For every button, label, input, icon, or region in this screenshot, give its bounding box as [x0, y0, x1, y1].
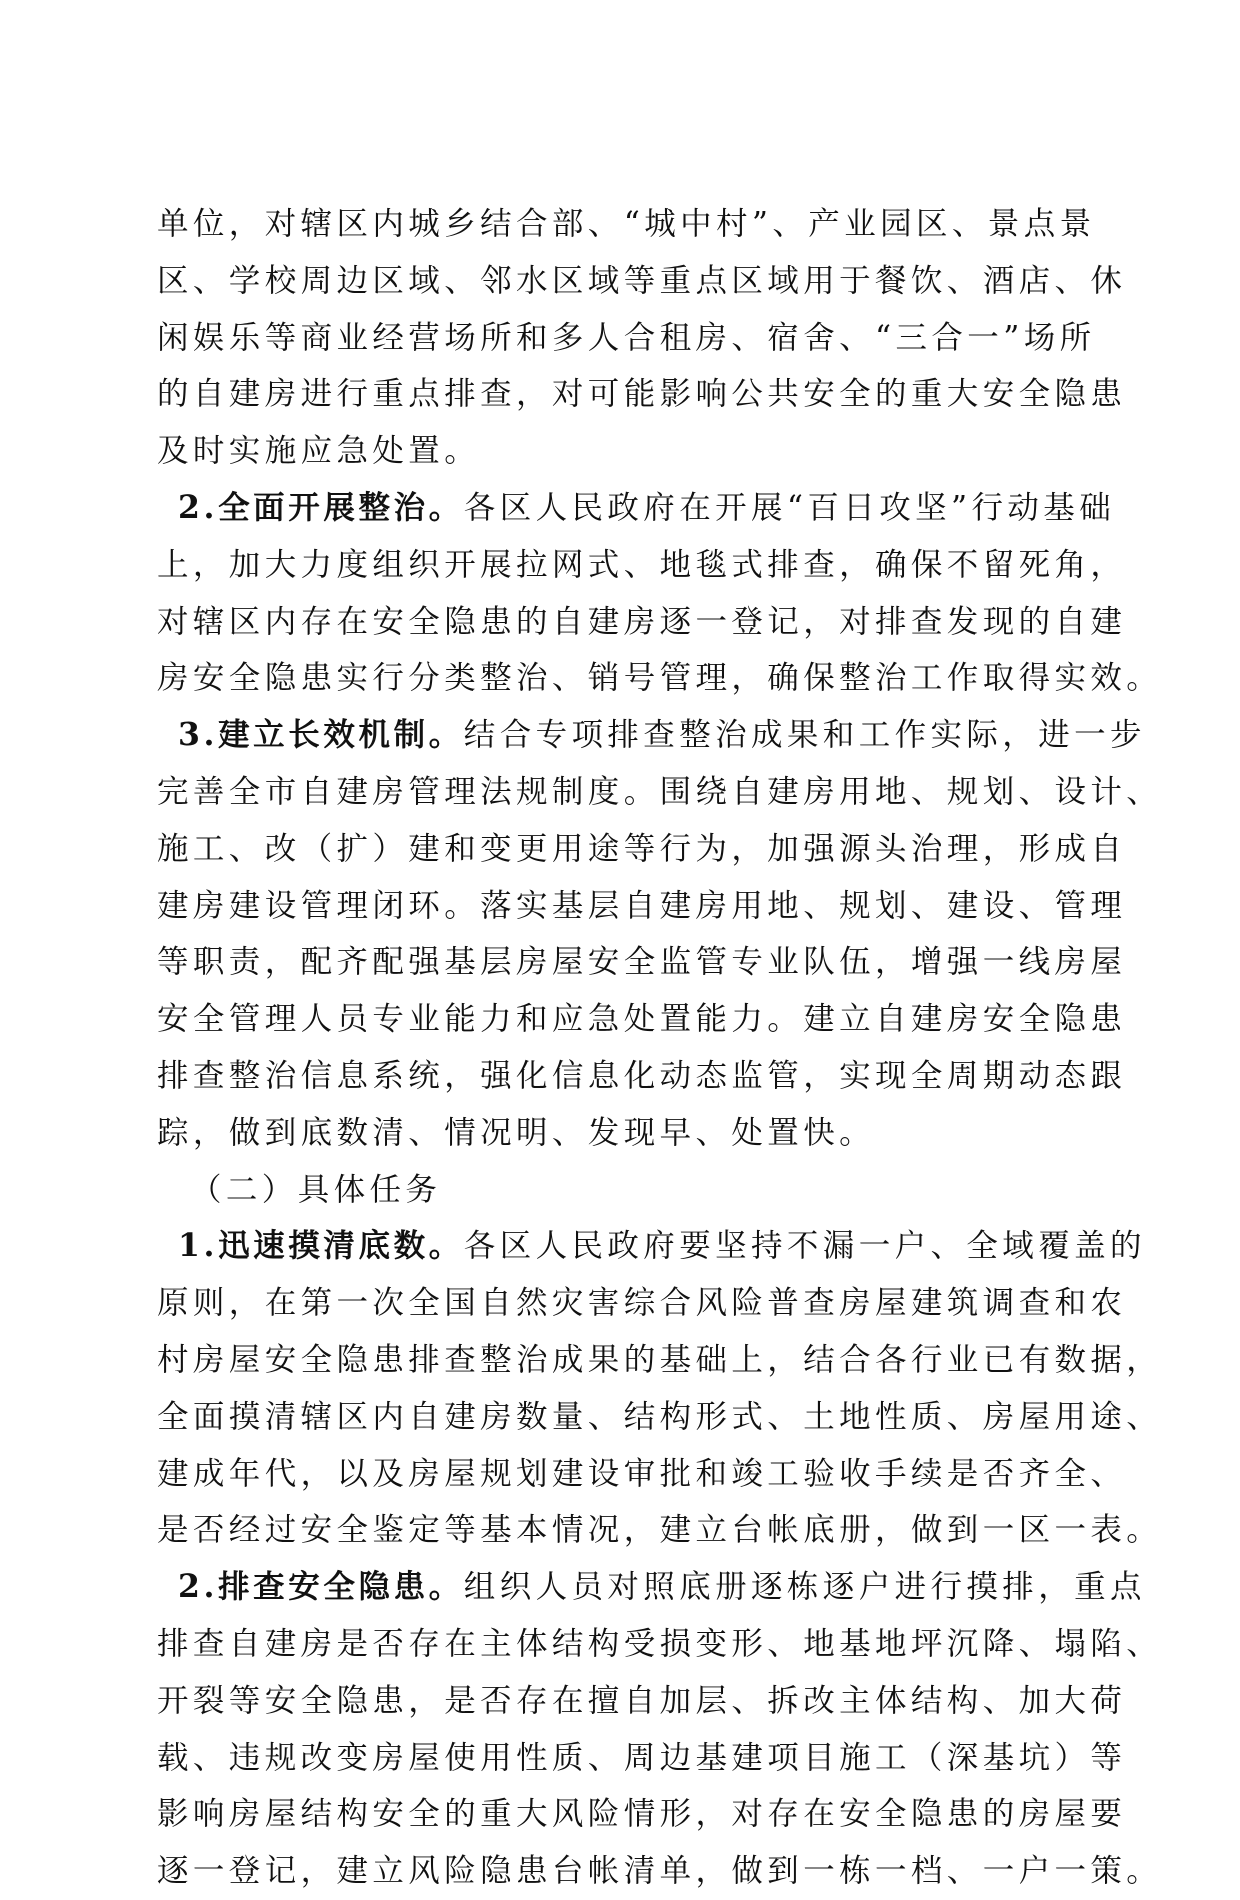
- body-text-line: 等职责，配齐配强基层房屋安全监管专业队伍，增强一线房屋: [157, 944, 1127, 981]
- body-text-line: 开裂等安全隐患，是否存在擅自加层、拆改主体结构、加大荷: [157, 1682, 1127, 1719]
- body-text-line: 完善全市自建房管理法规制度。围绕自建房用地、规划、设计、: [157, 773, 1163, 810]
- body-text-line: 对辖区内存在安全隐患的自建房逐一登记，对排查发现的自建: [157, 603, 1127, 640]
- body-text-line: 是否经过安全鉴定等基本情况，建立台帐底册，做到一区一表。: [157, 1512, 1163, 1549]
- item-text: 结合专项排查整治成果和工作实际，进一步: [463, 717, 1146, 754]
- section-heading: （二）具体任务: [190, 1171, 442, 1208]
- body-text-line: 载、违规改变房屋使用性质、周边基建项目施工（深基坑）等: [157, 1739, 1127, 1776]
- item-heading: 1.迅速摸清底数。: [178, 1227, 464, 1265]
- item-heading-line: [157, 707, 1146, 764]
- body-text-line: 全面摸清辖区内自建房数量、结构形式、土地性质、房屋用途、: [157, 1398, 1163, 1435]
- item-text: 组织人员对照底册逐栋逐户进行摸排，重点: [463, 1569, 1146, 1606]
- item-heading: 2.全面开展整治。: [178, 488, 464, 526]
- body-text-line: 安全管理人员专业能力和应急处置能力。建立自建房安全隐患: [157, 1001, 1127, 1038]
- body-text-line: 及时实施应急处置。: [157, 433, 481, 470]
- item-heading-line: [157, 1218, 1146, 1275]
- body-text-line: 原则，在第一次全国自然灾害综合风险普查房屋建筑调查和农: [157, 1285, 1127, 1322]
- body-text-line: 区、学校周边区域、邻水区域等重点区域用于餐饮、酒店、休: [157, 262, 1127, 299]
- body-text-line: 的自建房进行重点排查，对可能影响公共安全的重大安全隐患: [157, 376, 1127, 413]
- body-text-line: 单位，对辖区内城乡结合部、“城中村”、产业园区、景点景: [157, 206, 1096, 242]
- body-text-line: 逐一登记，建立风险隐患台帐清单，做到一栋一档、一户一策。: [157, 1853, 1163, 1890]
- body-text-line: 建房建设管理闭环。落实基层自建房用地、规划、建设、管理: [157, 887, 1127, 924]
- item-heading-line: [157, 1559, 1146, 1616]
- body-text-line: 踪，做到底数清、情况明、发现早、处置快。: [157, 1114, 876, 1151]
- body-text-line: 上，加大力度组织开展拉网式、地毯式排查，确保不留死角，: [157, 546, 1127, 583]
- body-text-line: 排查整治信息系统，强化信息化动态监管，实现全周期动态跟: [157, 1057, 1127, 1094]
- body-text-line: 排查自建房是否存在主体结构受损变形、地基地坪沉降、塌陷、: [157, 1625, 1163, 1662]
- body-text-line: 房安全隐患实行分类整治、销号管理，确保整治工作取得实效。: [157, 660, 1163, 697]
- body-text-line: 闲娱乐等商业经营场所和多人合租房、宿舍、“三合一”场所: [157, 319, 1096, 356]
- item-text: 各区人民政府要坚持不漏一户、全域覆盖的: [463, 1228, 1146, 1265]
- body-text-line: 影响房屋结构安全的重大风险情形，对存在安全隐患的房屋要: [157, 1796, 1127, 1833]
- item-heading: 3.建立长效机制。: [178, 716, 464, 754]
- body-text-line: 建成年代，以及房屋规划建设审批和竣工验收手续是否齐全、: [157, 1455, 1127, 1492]
- document-page: [157, 196, 1163, 1900]
- item-text: 各区人民政府在开展“百日攻坚”行动基础: [463, 489, 1116, 526]
- body-text-line: 施工、改（扩）建和变更用途等行为，加强源头治理，形成自: [157, 830, 1127, 867]
- item-heading: 2.排查安全隐患。: [178, 1568, 464, 1606]
- body-text-line: 村房屋安全隐患排查整治成果的基础上，结合各行业已有数据，: [157, 1341, 1163, 1378]
- item-heading-line: [157, 480, 1116, 537]
